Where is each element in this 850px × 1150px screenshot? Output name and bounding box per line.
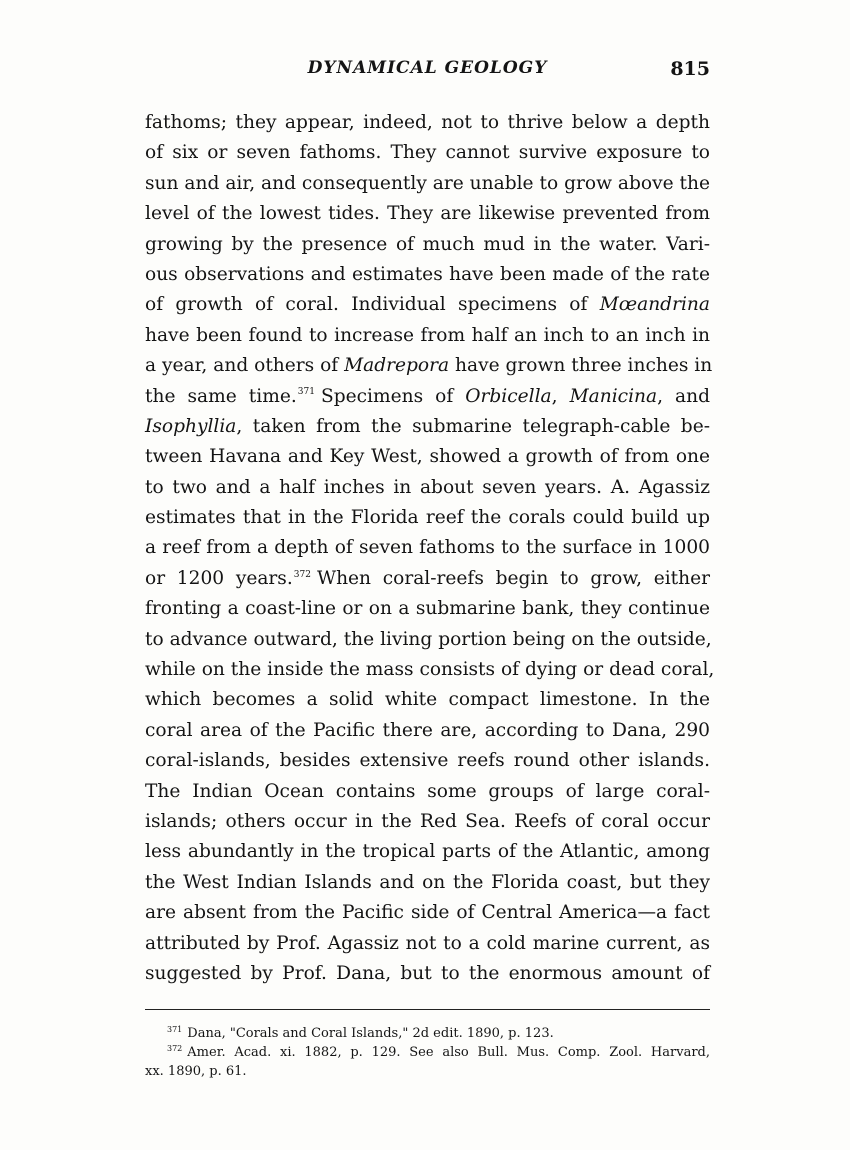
text-line: are absent from the Pacific side of Central America—a fact [145, 902, 710, 924]
text-line [145, 382, 710, 412]
text-line: have been found to increase from half an inch to an inch in [145, 324, 710, 346]
text-line: growing by the presence of much mud in the water. Vari- [145, 233, 710, 255]
text-line: to two and a half inches in about seven years. A. Agassiz [145, 476, 710, 498]
text-line: to advance outward, the living portion being on the outside, [145, 628, 712, 650]
text-run: When coral-reefs begin to grow, either [316, 567, 710, 589]
text-run: , [551, 385, 570, 407]
text-line: fronting a coast-line or on a submarine bank, they continue [145, 598, 710, 620]
text-run: of growth of coral. Individual specimens of [145, 294, 600, 316]
footnote-372-continuation: xx. 1890, p. 61. [145, 1064, 247, 1079]
text-line: islands; others occur in the Red Sea. Reefs of coral occur [145, 810, 710, 832]
footnote-text: Amer. Acad. xi. 1882, p. 129. See also Bull. Mus. Comp. Zool. Harvard, [187, 1045, 710, 1060]
text-line [145, 412, 710, 442]
text-line: ous observations and estimates have been made of the rate [145, 263, 710, 285]
text-run: , and [657, 385, 710, 407]
text-line: a reef from a depth of seven fathoms to the surface in 1000 [145, 537, 710, 559]
page-number: 815 [670, 58, 710, 80]
text-run: a year, and others of [145, 355, 345, 377]
text-line: which becomes a solid white compact limestone. In the [145, 689, 710, 711]
genus-name-italic: Madrepora [344, 355, 450, 377]
body-paragraph [145, 108, 715, 989]
text-line: The Indian Ocean contains some groups of large coral- [145, 780, 710, 802]
running-title: DYNAMICAL GEOLOGY [307, 58, 548, 78]
text-line: estimates that in the Florida reef the corals could build up [145, 507, 710, 529]
text-run: Specimens of [320, 385, 466, 407]
footnote-marker: 372 [167, 1043, 183, 1053]
footnotes [145, 1024, 710, 1081]
text-line: level of the lowest tides. They are likewise prevented from [145, 203, 710, 225]
footnote-371 [145, 1024, 710, 1043]
text-line [145, 290, 710, 320]
text-line: coral area of the Pacific there are, according to Dana, 290 [145, 719, 710, 741]
text-line [145, 564, 710, 594]
text-line: tween Havana and Key West, showed a growth of from one [145, 446, 710, 468]
text-line: attributed by Prof. Agassiz not to a cold marine current, as [145, 932, 710, 954]
text-run: the same time. [145, 385, 297, 407]
footnote-ref: 372 [293, 569, 311, 580]
running-head [145, 58, 710, 88]
text-line: while on the inside the mass consists of dying or dead coral, [145, 659, 715, 681]
text-line: coral-islands, besides extensive reefs round other islands. [145, 750, 710, 772]
footnote-divider [145, 1009, 710, 1010]
genus-name-italic: Orbicella [465, 385, 552, 407]
text-run: have grown three inches in [449, 355, 713, 377]
text-line: suggested by Prof. Dana, but to the enormous amount of [145, 962, 710, 984]
text-run: or 1200 years. [145, 567, 293, 589]
text-line: of six or seven fathoms. They cannot survive exposure to [145, 142, 710, 164]
text-line [145, 351, 713, 381]
genus-name-italic: Manicina [569, 385, 658, 407]
text-line: fathoms; they appear, indeed, not to thrive below a depth [145, 112, 710, 133]
text-line: the West Indian Islands and on the Florida coast, but they [145, 871, 710, 893]
genus-name-italic: Isophyllia [145, 415, 237, 437]
footnote-marker: 371 [167, 1024, 183, 1034]
footnote-text: Dana, "Corals and Coral Islands," 2d edit. 1890, p. 123. [187, 1026, 554, 1041]
footnote-ref: 371 [297, 387, 315, 398]
text-line: sun and air, and consequently are unable to grow above the [145, 172, 710, 194]
text-line: less abundantly in the tropical parts of the Atlantic, among [145, 841, 710, 863]
text-run: , taken from the submarine telegraph-cable be- [236, 415, 710, 437]
genus-name-italic: Mœandrina [599, 294, 710, 316]
footnote-372 [145, 1043, 710, 1062]
